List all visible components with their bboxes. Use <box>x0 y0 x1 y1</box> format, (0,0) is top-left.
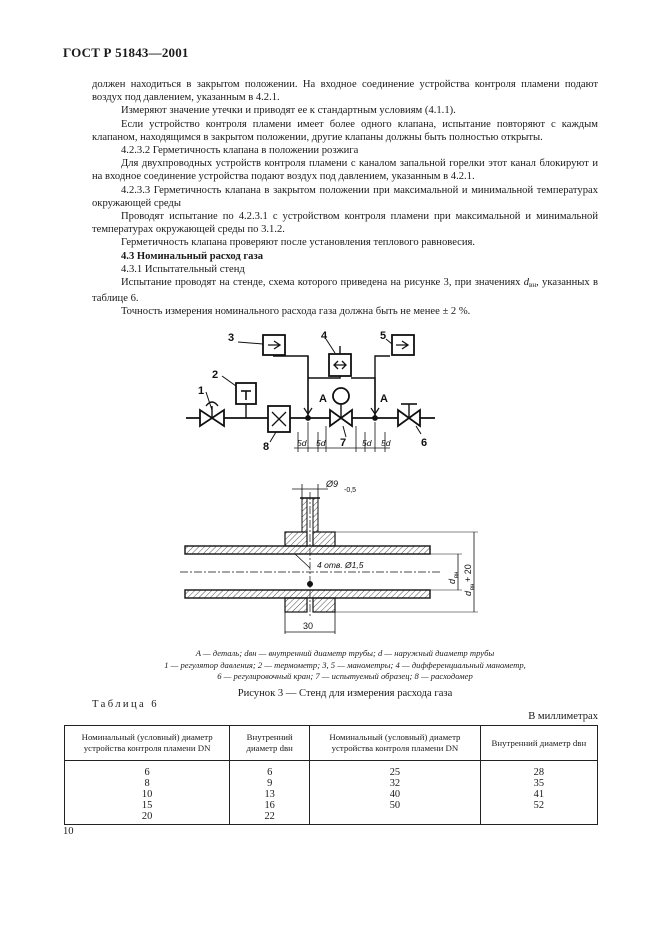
clause-heading: 4.2.3.2 Герметичность клапана в положении розжига <box>121 145 359 157</box>
table-row <box>65 811 598 825</box>
header-dvn: Внутренний диаметр dвн <box>230 726 310 761</box>
table-cell: 50 <box>310 800 481 811</box>
table-units: В миллиметрах <box>528 711 598 722</box>
dim-tube-tol: -0,5 <box>344 487 357 494</box>
dim-5d: 5d <box>316 438 326 448</box>
label-5: 5 <box>380 330 387 342</box>
label-7: 7 <box>340 437 347 449</box>
table-cell: 35 <box>480 778 597 789</box>
figure-legend <box>92 648 598 683</box>
text-run: Испытание проводят на стенде, схема которого приведена на рисунке 3, при значениях <box>121 277 521 289</box>
subsection-title: 4.3.1 Испытательный стенд <box>121 263 245 275</box>
test-sample-actuator <box>333 388 349 404</box>
paragraph: Если устройство контроля пламени имеет более одного клапана, испытание повторяют с каждым клапаном, находящимся в закрытом положении, другие клапаны должны быть полностью открыты. <box>92 118 598 143</box>
dim-tube: Ø9 <box>326 479 339 489</box>
page-number: 10 <box>63 826 74 837</box>
table-cell: 9 <box>230 778 310 789</box>
label-4: 4 <box>321 330 328 342</box>
header-dn: Номинальный (условный) диаметр устройства контроля пламени DN <box>65 726 230 761</box>
table-header-row <box>65 726 598 761</box>
paragraph: Для двухпроводных устройств контроля пламени с каналом запальной горелки этот канал блокируют и на входное соединение устройства подают воздух под давлением, указанным в 4.2.1. <box>92 158 598 183</box>
table-cell: 15 <box>65 800 230 811</box>
table-row <box>65 800 598 811</box>
dim-5d: 5d <box>297 438 307 448</box>
table-cell: 16 <box>230 800 310 811</box>
legend-line: A — деталь; dвн — внутренний диаметр трубы; d — наружный диаметр трубы <box>195 648 495 658</box>
table-cell: 8 <box>65 778 230 789</box>
paragraph: Герметичность клапана проверяют после установления теплового равновесия. <box>121 237 476 249</box>
table-row <box>65 761 598 779</box>
table-cell: 20 <box>65 811 230 825</box>
dim-outer-sub: вн <box>470 583 476 590</box>
table-label: Таблица 6 <box>92 699 159 710</box>
dim-outer: d <box>463 590 473 596</box>
dim-5d: 5d <box>362 438 372 448</box>
paragraph: Точность измерения номинального расхода газа должна быть не менее ± 2 %. <box>121 306 471 318</box>
header-dn: Номинальный (условный) диаметр устройства контроля пламени DN <box>310 726 481 761</box>
table-cell: 13 <box>230 789 310 800</box>
legend-line: 6 — регулировочный кран; 7 — испытуемый образец; 8 — расходомер <box>217 671 473 681</box>
table-cell: 40 <box>310 789 481 800</box>
paragraph: должен находиться в закрытом положении. На входное соединение устройства контроля пламени подают воздух под давлением, указанным в 4.2.1. <box>92 79 598 104</box>
table-cell: 10 <box>65 789 230 800</box>
table-cell: 41 <box>480 789 597 800</box>
label-1: 1 <box>198 385 205 397</box>
paragraph-test <box>92 276 598 305</box>
label-3: 3 <box>228 332 235 344</box>
table-cell <box>310 811 481 825</box>
doc-header: ГОСТ Р 51843—2001 <box>63 45 189 60</box>
label-2: 2 <box>212 369 219 381</box>
dim-outer-add: + 20 <box>463 564 473 582</box>
paragraph: Проводят испытание по 4.2.3.1 с устройством контроля пламени при максимальной и минимальной температурах окружающей среды по 3.1.2. <box>92 211 598 236</box>
table-cell <box>480 811 597 825</box>
table-cell: 6 <box>230 761 310 779</box>
label-a-right: A <box>380 393 388 405</box>
table-row <box>65 789 598 800</box>
section-title: 4.3 Номинальный расход газа <box>121 250 264 262</box>
table-cell: 28 <box>480 761 597 779</box>
detail-a <box>180 484 478 634</box>
table-6 <box>64 725 598 825</box>
text-run: , указанных в таблице 6. <box>92 277 598 305</box>
clause-heading: 4.2.3.3 Герметичность клапана в закрытом положении при максимальной и минимальной температурах окружающей среды <box>92 184 598 209</box>
table-cell: 22 <box>230 811 310 825</box>
label-a-left: A <box>319 393 327 405</box>
figure-caption: Рисунок 3 — Стенд для измерения расхода газа <box>237 688 453 699</box>
label-8: 8 <box>263 441 270 453</box>
table-cell: 6 <box>65 761 230 779</box>
legend-line: 1 — регулятор давления; 2 — термометр; 3, 5 — манометры; 4 — дифференциальный манометр, <box>164 659 526 670</box>
figure-3 <box>180 322 490 642</box>
dim-holes: 4 отв. Ø1,5 <box>317 560 364 570</box>
table-cell: 32 <box>310 778 481 789</box>
table-cell: 52 <box>480 800 597 811</box>
table-row <box>65 778 598 789</box>
body-text <box>92 78 598 319</box>
dim-width: 30 <box>303 621 314 631</box>
table-cell: 25 <box>310 761 481 779</box>
var-sub: вн <box>529 281 537 290</box>
dim-5d: 5d <box>381 438 391 448</box>
label-6: 6 <box>421 437 428 449</box>
schematic <box>186 335 435 442</box>
var-d: d <box>523 277 530 289</box>
paragraph: Измеряют значение утечки и приводят ее к стандартным условиям (4.1.1). <box>121 105 456 117</box>
dim-inner-sub: вн <box>454 571 460 578</box>
dim-inner: d <box>447 578 457 584</box>
header-dvn: Внутренний диаметр dвн <box>480 726 597 761</box>
